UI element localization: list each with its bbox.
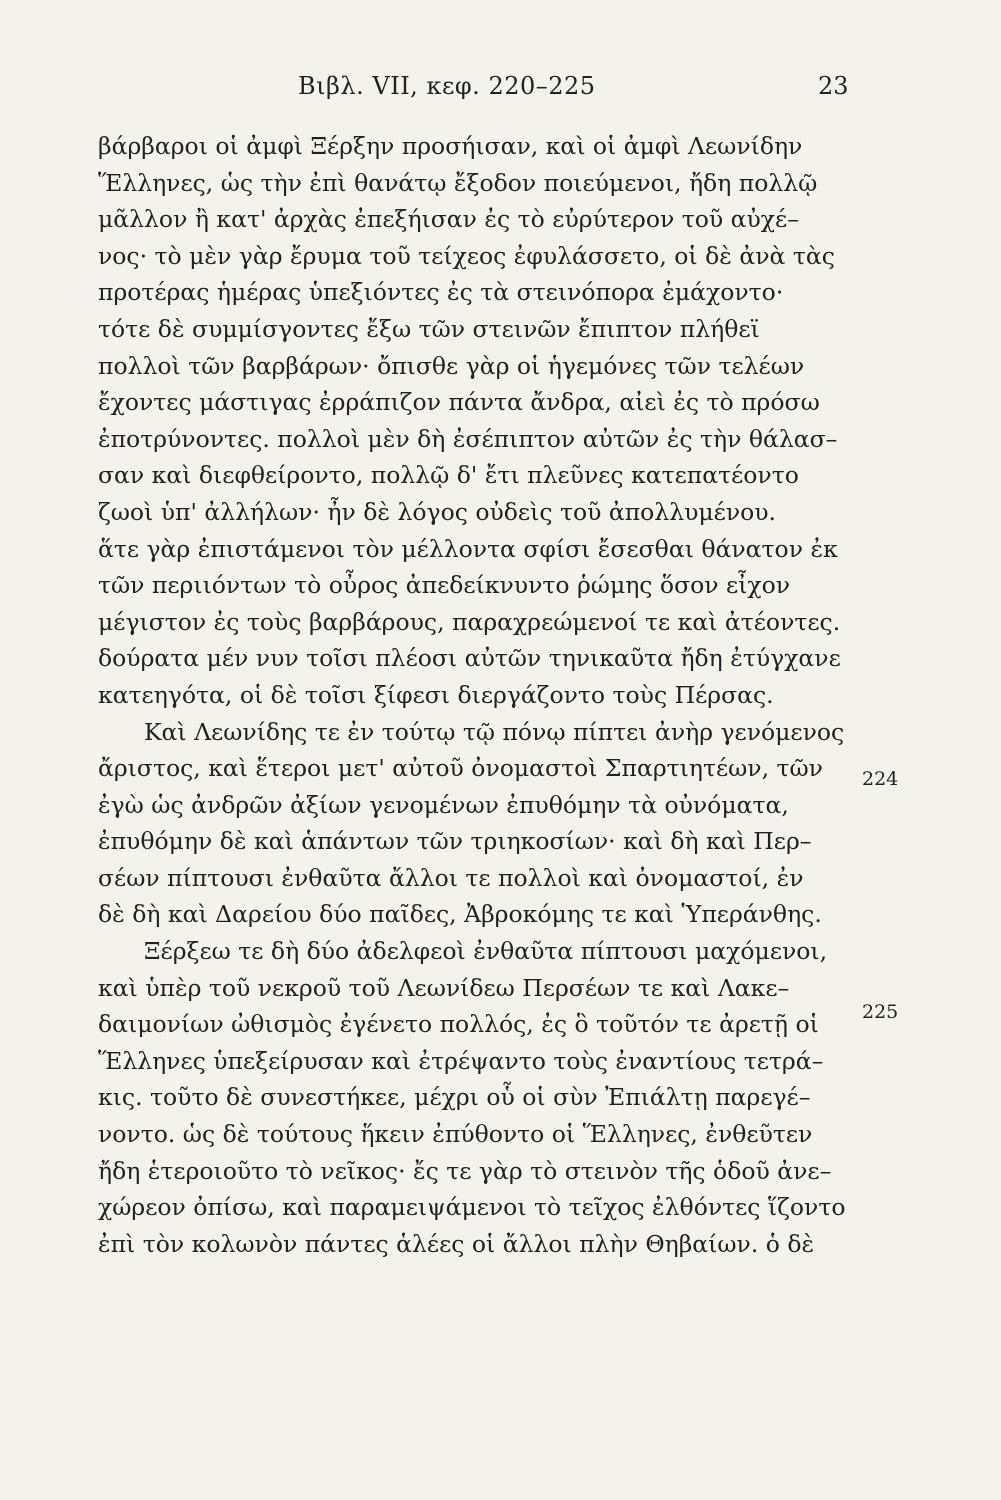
text-line: σέων πίπτουσι ἐνθαῦτα ἄλλοι τε πολλοὶ καὶ ὀνομαστοί, ἐν (98, 863, 804, 892)
margin-chapter-number: 224 (862, 768, 899, 790)
text-line: Ἕλληνες, ὡς τὴν ἐπὶ θανάτῳ ἔξοδον ποιεύμενοι, ἤδη πολλῷ (98, 168, 818, 197)
text-line-paragraph-start: Καὶ Λεωνίδης τε ἐν τούτῳ τῷ πόνῳ πίπτει ἀνὴρ γενόμενος (144, 717, 845, 746)
margin-chapter-number: 225 (862, 1001, 899, 1023)
body-text (98, 128, 852, 1262)
text-line: πολλοὶ τῶν βαρβάρων· ὄπισθε γὰρ οἱ ἡγεμόνες τῶν τελέων (98, 351, 805, 380)
text-line: ἐποτρύνοντες. πολλοὶ μὲν δὴ ἐσέπιπτον αὐτῶν ἐς τὴν θάλασ– (98, 424, 838, 453)
text-line: ἤδη ἑτεροιοῦτο τὸ νεῖκος· ἔς τε γὰρ τὸ στεινὸν τῆς ὁδοῦ ἀνε– (98, 1156, 832, 1185)
text-line: ἐπυθόμην δὲ καὶ ἁπάντων τῶν τριηκοσίων· καὶ δὴ καὶ Περ– (98, 827, 812, 856)
text-line: καὶ ὑπὲρ τοῦ νεκροῦ τοῦ Λεωνίδεω Περσέων τε καὶ Λακε– (98, 973, 790, 1002)
text-line: ἐγὼ ὡς ἀνδρῶν ἀξίων γενομένων ἐπυθόμην τὰ οὐνόματα, (98, 790, 789, 819)
text-line: ἔχοντες μάστιγας ἐρράπιζον πάντα ἄνδρα, αἰεὶ ἐς τὸ πρόσω (98, 388, 820, 417)
running-head: Βιβλ. VII, κεφ. 220–225 (298, 72, 596, 100)
text-line-paragraph-start: Ξέρξεω τε δὴ δύο ἀδελφεοὶ ἐνθαῦτα πίπτουσι μαχόμενοι, (144, 937, 828, 966)
text-line: κατεηγότα, οἱ δὲ τοῖσι ξίφεσι διεργάζοντο τοὺς Πέρσας. (98, 680, 774, 709)
text-line: τότε δὲ συμμίσγοντες ἔξω τῶν στεινῶν ἔπιπτον πλήθεϊ (98, 314, 760, 343)
text-line: Ἕλληνες ὑπεξείρυσαν καὶ ἐτρέψαντο τοὺς ἐναντίους τετρά– (98, 1046, 824, 1075)
text-line: δούρατα μέν νυν τοῖσι πλέοσι αὐτῶν τηνικαῦτα ἤδη ἐτύγχανε (98, 644, 841, 673)
text-line: δαιμονίων ὠθισμὸς ἐγένετο πολλός, ἐς ὃ τοῦτόν τε ἀρετῇ οἱ (98, 1010, 819, 1039)
text-line: ἅτε γὰρ ἐπιστάμενοι τὸν μέλλοντα σφίσι ἔσεσθαι θάνατον ἐκ (98, 534, 838, 563)
page-number: 23 (818, 72, 849, 100)
text-line: ἐπὶ τὸν κολωνὸν πάντες ἁλέες οἱ ἄλλοι πλὴν Θηβαίων. ὁ δὲ (98, 1229, 815, 1258)
text-line: βάρβαροι οἱ ἀμφὶ Ξέρξην προσήισαν, καὶ οἱ ἀμφὶ Λεωνίδην (98, 132, 803, 160)
text-line: σαν καὶ διεφθείροντο, πολλῷ δ' ἔτι πλεῦνες κατεπατέοντο (98, 461, 799, 490)
text-line: μέγιστον ἐς τοὺς βαρβάρους, παραχρεώμενοί τε καὶ ἀτέοντες. (98, 607, 841, 636)
text-line: προτέρας ἡμέρας ὑπεξιόντες ἐς τὰ στεινόπορα ἐμάχοντο· (98, 278, 784, 307)
text-line: κις. τοῦτο δὲ συνεστήκεε, μέχρι οὗ οἱ σὺν Ἐπιάλτῃ παρεγέ– (98, 1083, 811, 1112)
text-line: νος· τὸ μὲν γὰρ ἔρυμα τοῦ τείχεος ἐφυλάσσετο, οἱ δὲ ἀνὰ τὰς (98, 241, 835, 270)
text-line: ἄριστος, καὶ ἕτεροι μετ' αὐτοῦ ὀνομαστοὶ Σπαρτιητέων, τῶν (98, 754, 823, 783)
text-line: μᾶλλον ἢ κατ' ἀρχὰς ἐπεξήισαν ἐς τὸ εὐρύτερον τοῦ αὐχέ– (98, 205, 799, 234)
text-line: χώρεον ὀπίσω, καὶ παραμειψάμενοι τὸ τεῖχος ἐλθόντες ἵζοντο (98, 1193, 846, 1222)
text-line: νοντο. ὡς δὲ τούτους ἥκειν ἐπύθοντο οἱ Ἕλληνες, ἐνθεῦτεν (98, 1120, 813, 1149)
text-line: ζωοὶ ὑπ' ἀλλήλων· ἦν δὲ λόγος οὐδεὶς τοῦ ἀπολλυμένου. (98, 497, 777, 526)
text-line: τῶν περιιόντων τὸ οὖρος ἀπεδείκνυντο ῥώμης ὅσον εἶχον (98, 571, 791, 600)
text-line: δὲ δὴ καὶ Δαρείου δύο παῖδες, Ἀβροκόμης τε καὶ Ὑπεράνθης. (98, 900, 822, 929)
